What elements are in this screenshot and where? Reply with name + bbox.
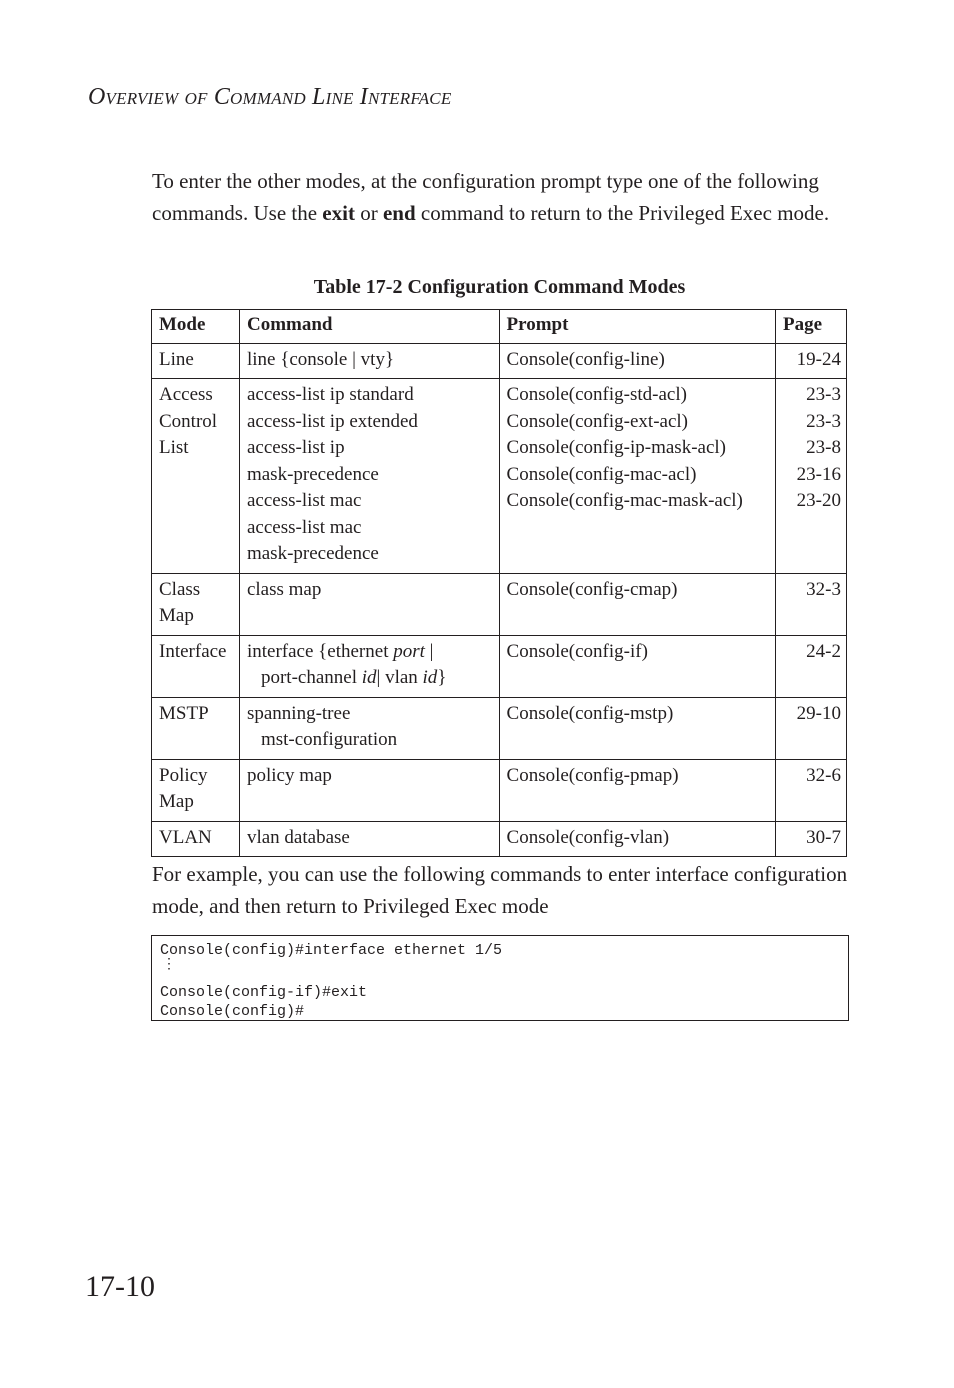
table-header-row xyxy=(152,310,847,344)
table-caption: Table 17-2 Configuration Command Modes xyxy=(313,276,686,298)
table-row xyxy=(152,759,847,821)
mode-cell: Class Map xyxy=(152,573,240,635)
header-command: Command xyxy=(239,310,499,344)
table-row xyxy=(152,635,847,697)
table-row xyxy=(152,697,847,759)
mode-cell: Line xyxy=(152,343,240,379)
prompt-cell: Console(config-line) xyxy=(499,343,776,379)
prompt-cell: Console(config-if) xyxy=(499,635,776,697)
prompt-cell: Console(config-vlan) xyxy=(499,821,776,857)
page-cell: 23-3 23-3 23-8 23-16 23-20 xyxy=(776,379,847,574)
command-cell: access-list ip standard access-list ip extended access-list ip mask-precedence access-list mac access-list mac mask-precedence xyxy=(239,379,499,574)
prompt-cell: Console(config-cmap) xyxy=(499,573,776,635)
page-cell: 19-24 xyxy=(776,343,847,379)
header-page: Page xyxy=(776,310,847,344)
page-number: 17-10 xyxy=(85,1270,155,1303)
table-row xyxy=(152,379,847,574)
page-cell: 32-6 xyxy=(776,759,847,821)
command-cell: class map xyxy=(239,573,499,635)
table-row xyxy=(152,343,847,379)
intro-or: or xyxy=(354,200,383,225)
page-cell: 29-10 xyxy=(776,697,847,759)
table-row xyxy=(152,573,847,635)
mode-cell: VLAN xyxy=(152,821,240,857)
mode-cell: Access Control List xyxy=(152,379,240,574)
code-line: Console(config)# xyxy=(160,1003,305,1020)
page-cell: 32-3 xyxy=(776,573,847,635)
mode-cell: MSTP xyxy=(152,697,240,759)
code-ellipsis: ⋮ xyxy=(162,956,176,973)
mode-cell: Interface xyxy=(152,635,240,697)
prompt-cell: Console(config-pmap) xyxy=(499,759,776,821)
command-cell: spanning-tree mst-configuration xyxy=(239,697,499,759)
page-cell: 24-2 xyxy=(776,635,847,697)
mode-cell: Policy Map xyxy=(152,759,240,821)
header-mode: Mode xyxy=(152,310,240,344)
interface-command-line-1: interface {ethernet port | xyxy=(246,640,434,662)
command-cell: line {console | vty} xyxy=(239,343,499,379)
page-cell: 30-7 xyxy=(776,821,847,857)
intro-text-2: command to return to the Privileged Exec mode. xyxy=(415,200,830,225)
prompt-cell: Console(config-mstp) xyxy=(499,697,776,759)
running-header: Overview of Command Line Interface xyxy=(88,84,452,110)
code-line: Console(config-if)#exit xyxy=(160,983,368,1001)
intro-text-1: To enter the other modes, at the configuration prompt type one of the following commands. Use the xyxy=(152,169,819,225)
code-line: Console(config)#interface ethernet 1/5 xyxy=(160,942,503,959)
prompt-cell: Console(config-std-acl) Console(config-ext-acl) Console(config-ip-mask-acl) Console(config-mac-acl) Console(config-mac-mask-acl) xyxy=(499,379,776,574)
command-cell: policy map xyxy=(239,759,499,821)
command-cell: vlan database xyxy=(239,821,499,857)
header-prompt: Prompt xyxy=(499,310,776,344)
table-row xyxy=(152,821,847,857)
command-modes-table xyxy=(151,309,847,857)
intro-paragraph xyxy=(152,166,852,229)
code-example-box xyxy=(151,935,849,1021)
example-paragraph: For example, you can use the following commands to enter interface configuration mode, and then return to Privileged Exec mode xyxy=(152,862,848,918)
exit-keyword: exit xyxy=(322,200,355,225)
command-cell xyxy=(239,635,499,697)
end-keyword: end xyxy=(382,200,416,225)
interface-command-line-2: port-channel id| vlan id} xyxy=(260,667,447,688)
